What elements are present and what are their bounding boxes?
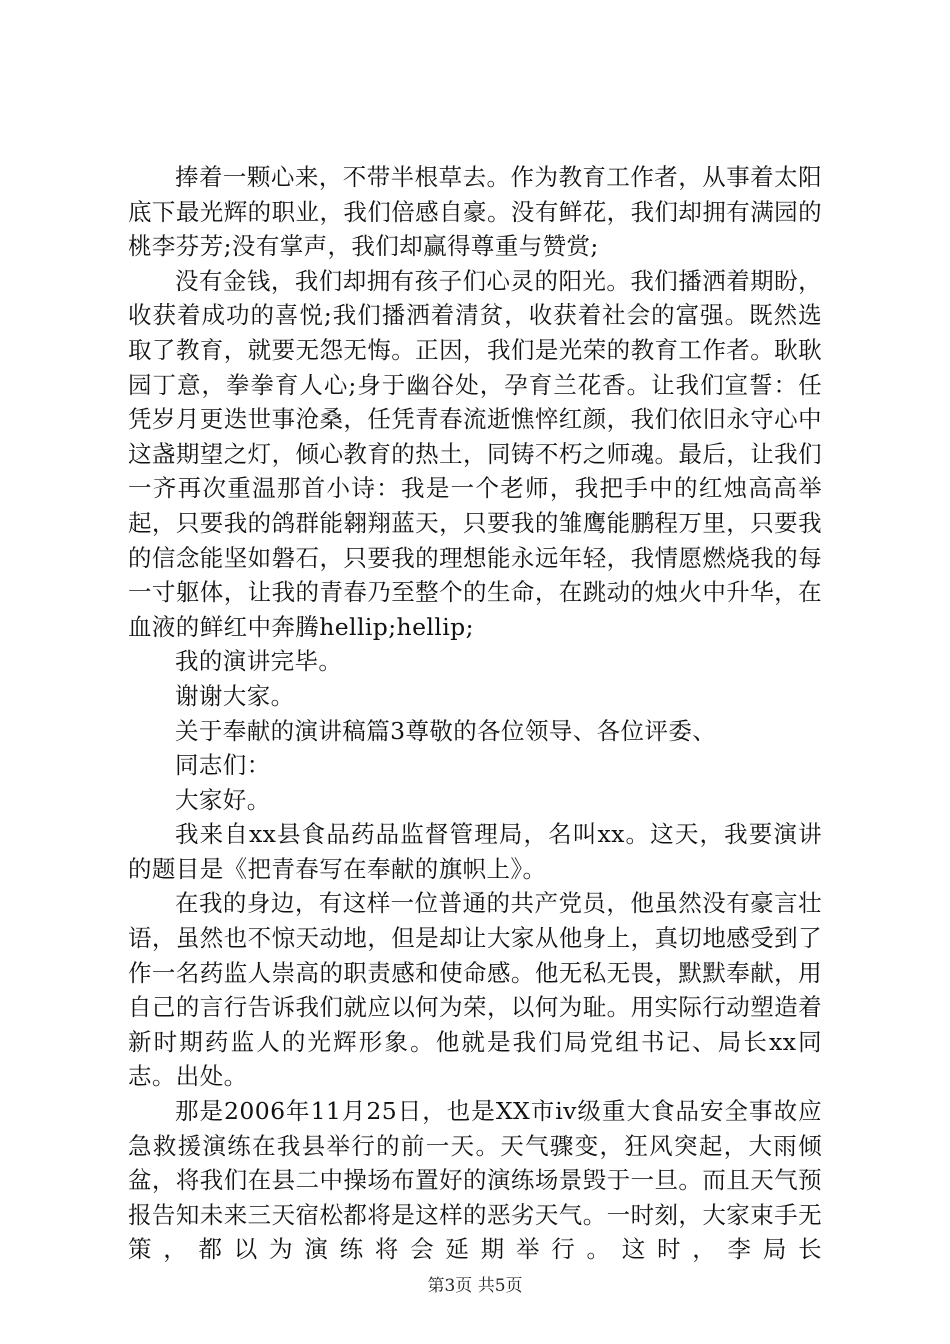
paragraph-2: 没有金钱，我们却拥有孩子们心灵的阳光。我们播洒着期盼，收获着成功的喜悦;我们播洒着清贫，收获着社会的富强。既然选取了教育，就要无怨无悔。正因，我们是光荣的教育工作者。耿耿园丁意，拳拳育人心;身于幽谷处，孕育兰花香。让我们宣誓：任凭岁月更迭世事沧桑，任凭青春流逝憔悴红颜，我们依旧永守心中这盏期望之灯，倾心教育的热土，同铸不朽之师魂。最后，让我们一齐再次重温那首小诗：我是一个老师，我把手中的红烛高高举起，只要我的鸽群能翱翔蓝天，只要我的雏鹰能鹏程万里，只要我的信念能坚如磐石，只要我的理想能永远年轻，我情愿燃烧我的每一寸躯体，让我的青春乃至整个的生命，在跳动的烛火中升华，在血液的鲜红中奔腾hellip;hellip; <box>128 266 822 641</box>
page-number-footer: 第3页 共5页 <box>427 1276 523 1296</box>
document-body <box>128 160 822 1267</box>
paragraph-5: 关于奉献的演讲稿篇3尊敬的各位领导、各位评委、 <box>175 716 717 745</box>
paragraph-3: 我的演讲完毕。 <box>175 647 343 676</box>
paragraph-4: 谢谢大家。 <box>175 681 295 710</box>
paragraph-8: 我来自xx县食品药品监督管理局，名叫xx。这天，我要演讲的题目是《把青春写在奉献的旗帜上》。 <box>128 820 822 883</box>
paragraph-6: 同志们： <box>175 751 271 780</box>
paragraph-7: 大家好。 <box>175 785 271 814</box>
paragraph-10: 那是2006年11月25日，也是XX市iv级重大食品安全事故应急救援演练在我县举行的前一天。天气骤变，狂风突起，大雨倾盆，将我们在县二中操场布置好的演练场景毁于一旦。而且天气预报告知未来三天宿松都将是这样的恶劣天气。一时刻，大家束手无策，都以为演练将会延期举行。这时，李局长 <box>128 1097 822 1264</box>
paragraph-1: 捧着一颗心来，不带半根草去。作为教育工作者，从事着太阳底下最光辉的职业，我们倍感自豪。没有鲜花，我们却拥有满园的桃李芬芳;没有掌声，我们却赢得尊重与赞赏; <box>128 163 822 261</box>
paragraph-9: 在我的身边，有这样一位普通的共产党员，他虽然没有豪言壮语，虽然也不惊天动地，但是却让大家从他身上，真切地感受到了作一名药监人崇高的职责感和使命感。他无私无畏，默默奉献，用自己的言行告诉我们就应以何为荣，以何为耻。用实际行动塑造着新时期药监人的光辉形象。他就是我们局党组书记、局长xx同志。出处。 <box>128 889 822 1091</box>
